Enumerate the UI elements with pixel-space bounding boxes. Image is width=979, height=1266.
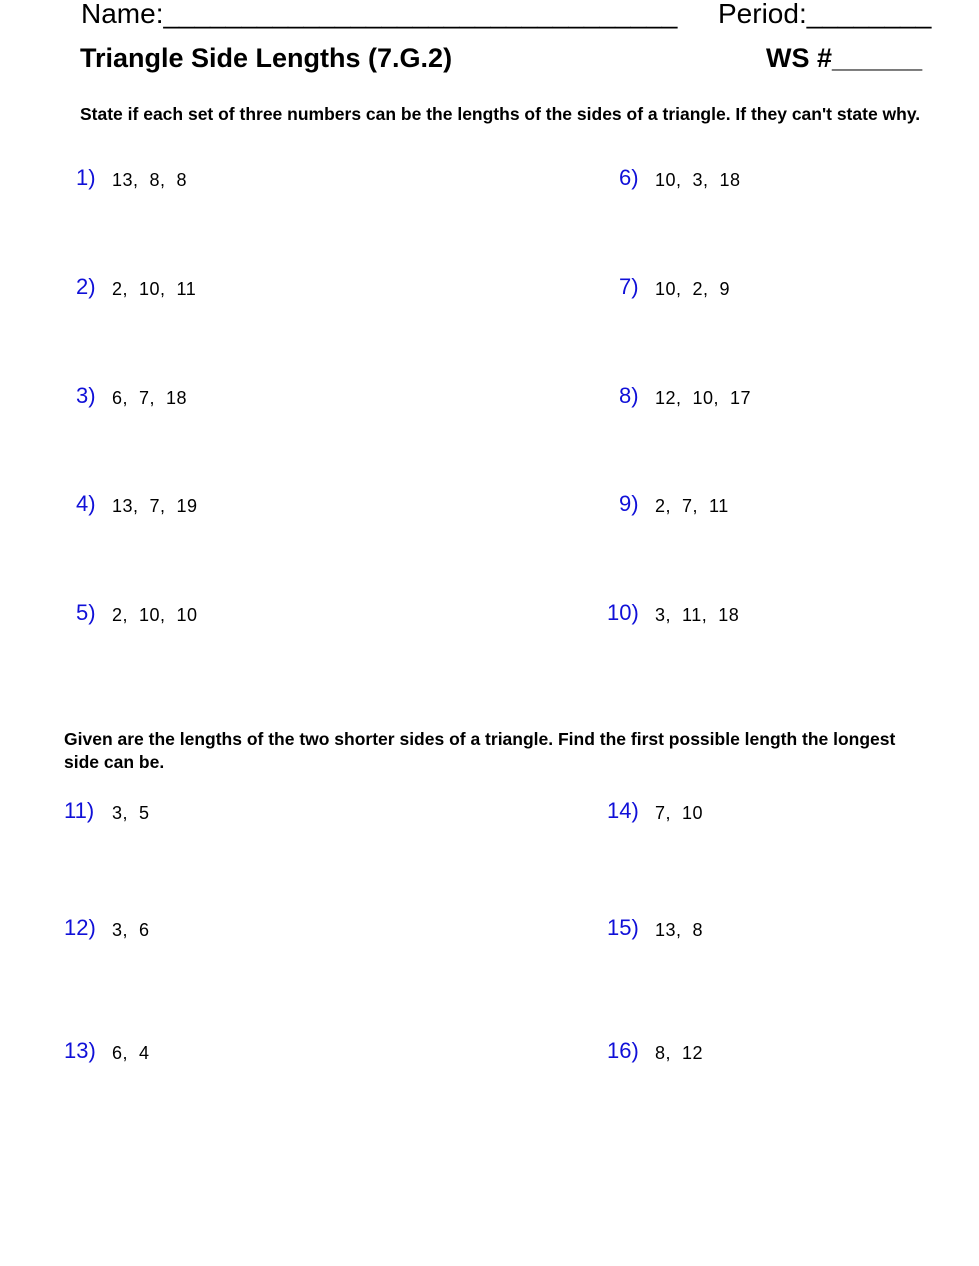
problem-values: 2, 10, 10	[112, 605, 198, 625]
problem-values: 10, 2, 9	[655, 279, 731, 299]
problem-number: 10)	[607, 600, 639, 625]
problem-number: 15)	[607, 915, 639, 940]
worksheet-title: Triangle Side Lengths (7.G.2)	[80, 43, 453, 73]
problem-values: 2, 7, 11	[655, 496, 729, 516]
problem-number: 8)	[619, 383, 639, 408]
problem-values: 10, 3, 18	[655, 170, 741, 190]
ws-blank[interactable]: ______	[832, 43, 923, 73]
problem-values: 13, 8	[655, 920, 704, 940]
problem-values: 3, 5	[112, 803, 150, 823]
problem-number: 4)	[76, 491, 96, 516]
period-blank[interactable]: ________	[806, 0, 932, 29]
problem-number: 5)	[76, 600, 96, 625]
problem-number: 16)	[607, 1038, 639, 1063]
problem-number: 12)	[64, 915, 96, 940]
ws-label: WS #	[766, 43, 833, 73]
problem-number: 11)	[64, 798, 95, 823]
problem-number: 7)	[619, 274, 639, 299]
problem-values: 7, 10	[655, 803, 704, 823]
problem-number: 3)	[76, 383, 96, 408]
problem-number: 13)	[64, 1038, 96, 1063]
section1-instructions: State if each set of three numbers can be the lengths of the sides of a triangle. If they can't state why.	[80, 104, 921, 124]
period-label: Period:	[718, 0, 807, 29]
period-field[interactable]	[718, 0, 931, 28]
problem-values: 3, 6	[112, 920, 150, 940]
problem-values: 2, 10, 11	[112, 279, 197, 299]
name-label: Name:	[81, 0, 164, 29]
problem-values: 6, 4	[112, 1043, 150, 1063]
problem-values: 13, 8, 8	[112, 170, 188, 190]
problem-number: 14)	[607, 798, 639, 823]
problem-number: 2)	[76, 274, 96, 299]
problem-values: 12, 10, 17	[655, 388, 752, 408]
problem-values: 13, 7, 19	[112, 496, 198, 516]
problem-number: 9)	[619, 491, 639, 516]
problem-number: 1)	[76, 165, 96, 190]
problem-number: 6)	[619, 165, 639, 190]
name-field[interactable]	[81, 0, 677, 28]
ws-number-field[interactable]	[766, 43, 922, 73]
problem-values: 8, 12	[655, 1043, 704, 1063]
problem-values: 3, 11, 18	[655, 605, 740, 625]
name-blank[interactable]: _________________________________	[163, 0, 678, 29]
problem-values: 6, 7, 18	[112, 388, 188, 408]
section2-instructions: Given are the lengths of the two shorter sides of a triangle. Find the first possible length the longest side can be.	[64, 729, 896, 772]
